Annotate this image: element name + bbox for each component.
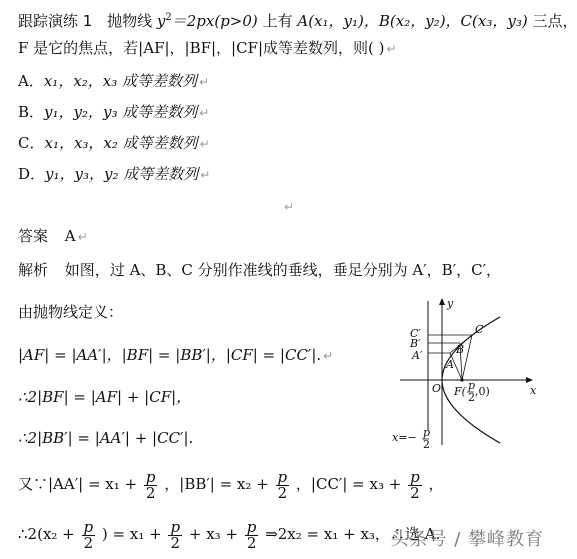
option-text: y₁，y₂，y₃ 成等差数列 [44,103,198,121]
label-f-num: p [468,379,476,392]
equation-4-a: 又∵|AA′| = x₁ + [18,475,138,493]
option-a [18,71,209,92]
fraction [82,517,96,552]
equation-1-text: |AF| = |AA′|，|BF| = |BB′|，|CF| = |CC′|. [18,346,322,364]
equation-2 [18,387,191,407]
label-directrix-num: p [423,426,431,439]
paragraph-mark-icon: ↵ [386,42,397,56]
fraction-denominator: 2 [145,483,156,502]
fraction-numerator: p [145,467,156,486]
answer-line [18,226,88,247]
option-letter: B． [18,103,45,121]
fraction-denominator: 2 [277,483,288,502]
problem-text-b: 上有 [262,12,293,30]
answer-value: A [64,227,76,245]
label-x: x [530,384,537,397]
problem-line-1 [18,8,577,31]
problem-line-2 [18,38,397,59]
label-a-prime: A′ [412,349,423,362]
label-directrix-den: 2 [423,438,430,451]
option-b [18,102,209,123]
paragraph-mark-icon: ↵ [199,75,210,89]
label-c: C [475,323,484,336]
analysis-line [18,260,501,280]
fraction [408,467,422,502]
label-b: B [456,343,465,356]
fraction-denominator: 2 [246,533,257,552]
paragraph-mark-icon: ↵ [200,168,211,182]
equation-3 [18,428,193,448]
equation-5-c: + x₃ + [188,525,239,543]
fraction [276,467,290,502]
label-o: O [432,382,442,395]
label-a: A [446,358,454,371]
focus-point [460,378,463,381]
equation-5-b: ) = x₁ + [101,525,162,543]
eq-sup: 2 [165,12,172,23]
analysis-text: 如图，过 A、B、C 分别作准线的垂线，垂足分别为 A′，B′，C′， [64,261,501,279]
equation-4 [18,468,444,501]
option-letter: D． [18,165,46,183]
problem-text-c: 三点， [532,12,577,30]
problem-label: 跟踪演练 1 [18,12,93,30]
fraction [144,467,158,502]
equation-5-d: ⇒2x₂ = x₁ + x₃，∴选 A. [265,525,441,543]
problem-text-a: 抛物线 [107,12,153,30]
equation-1 [18,345,333,366]
fraction-numerator: p [170,517,181,536]
fraction-denominator: 2 [83,533,94,552]
problem-line-2-text: F 是它的焦点，若|AF|，|BF|，|CF|成等差数列，则( ) [18,39,385,57]
fraction [168,517,182,552]
watermark: 头条号 / 攀峰教育 [390,529,544,550]
option-text: y₁，y₃，y₂ 成等差数列 [45,165,199,183]
y-axis-arrow-icon [439,298,445,305]
equation-4-d: ， [428,475,444,493]
option-text: x₁，x₂，x₃ 成等差数列 [43,72,198,90]
equation-2-text: ∴2|BF| = |AF| + |CF|， [18,388,192,406]
parabola-figure [390,295,540,455]
label-y: y [447,297,454,310]
definition-text: 由抛物线定义： [18,303,124,321]
paragraph-mark-icon: ↵ [199,106,210,120]
equation-5 [18,518,440,551]
fraction-numerator: p [246,517,257,536]
label-f-den: 2 [468,391,475,404]
equation-5-a: ∴2(x₂ + [18,525,75,543]
equation-3-text: ∴2|BB′| = |AA′| + |CC′|. [18,429,194,447]
option-letter: C． [18,134,45,152]
option-d [18,164,210,185]
equation-4-c: ，|CC′| = x₃ + [295,475,402,493]
x-axis-arrow-icon [526,377,533,383]
label-b-prime: B′ [410,337,421,350]
eq-rest: ＝2px(p>0) [171,12,258,30]
option-letter: A． [18,72,44,90]
fraction-numerator: p [83,517,94,536]
paragraph-mark-icon: ↵ [323,349,334,363]
definition-line [18,302,123,322]
option-c [18,133,210,154]
answer-label: 答案 [18,227,49,245]
fraction [245,517,259,552]
analysis-label: 解析 [18,261,49,279]
paragraph-mark-icon: ↵ [77,230,88,244]
label-f-end: ,0) [475,385,490,398]
option-text: x₁，x₃，x₂ 成等差数列 [44,134,198,152]
label-directrix: x=− [392,431,417,444]
label-c-prime: C′ [410,327,421,340]
fraction-numerator: p [277,467,288,486]
problem-points: A(x₁，y₁)，B(x₂，y₂)，C(x₃，y₃) [297,12,528,30]
paragraph-mark-icon: ↵ [284,200,295,214]
empty-paragraph [282,196,294,217]
fraction-numerator: p [410,467,420,486]
fraction-denominator: 2 [170,533,181,552]
equation-4-b: ，|BB′| = x₂ + [164,475,269,493]
paragraph-mark-icon: ↵ [199,137,210,151]
eq-y: y [156,12,166,30]
fraction-denominator: 2 [410,483,420,502]
label-f: F( [454,385,466,398]
